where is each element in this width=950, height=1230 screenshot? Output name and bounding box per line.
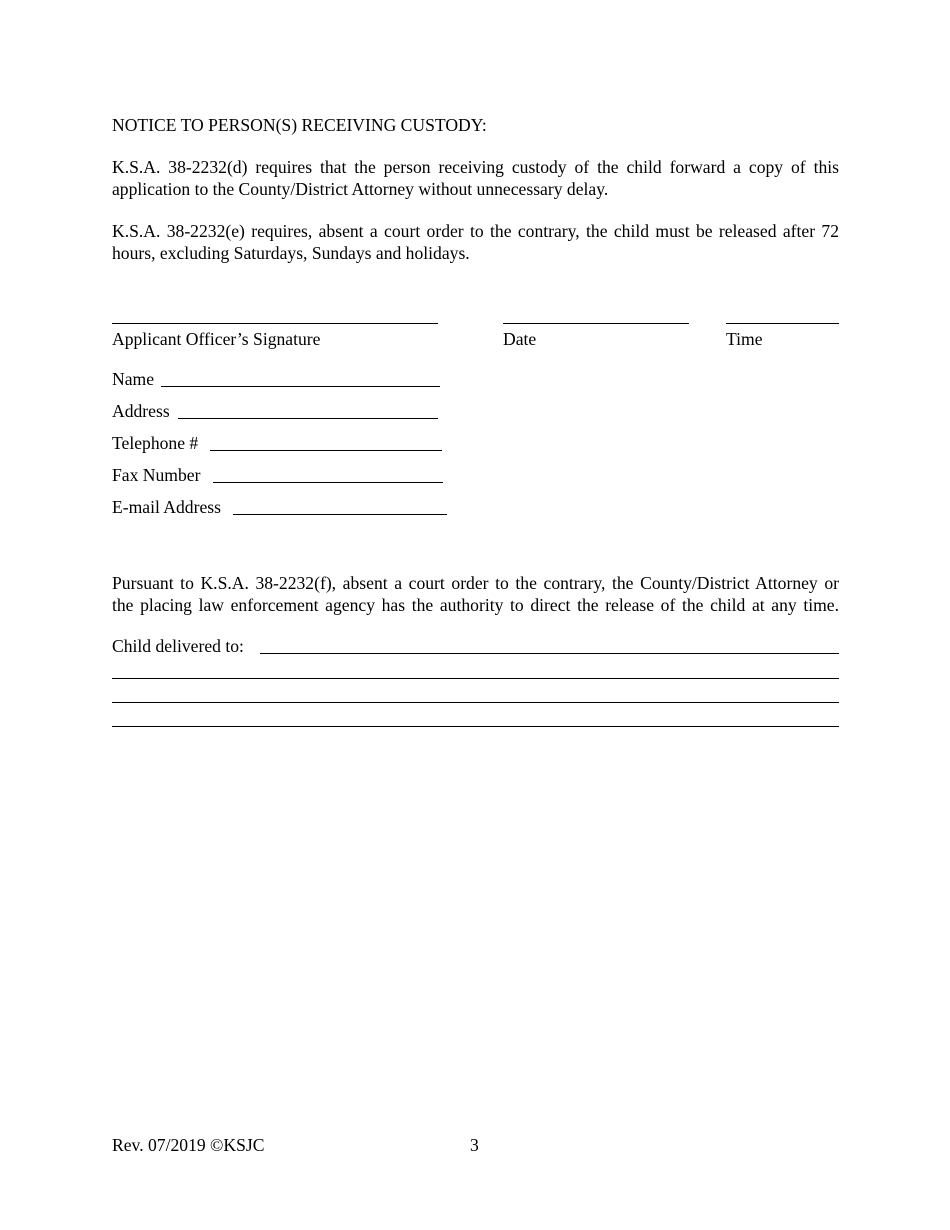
date-line[interactable] [503,323,689,324]
notice-paragraph-release-72-hours [112,220,839,264]
child-delivered-line-4[interactable] [112,726,839,727]
fax-field-line[interactable] [213,482,443,483]
name-label: Name [112,369,155,389]
child-delivered-line-1[interactable] [260,653,839,654]
release-paragraph-line1: Pursuant to K.S.A. 38-2232(f), absent a court order to the contrary, the County/District Attorney or [112,573,839,593]
email-field-line[interactable] [233,514,447,515]
email-field-row [112,496,221,518]
footer-page-number: 3 [470,1135,479,1155]
child-delivered-line-3[interactable] [112,702,839,703]
telephone-field-line[interactable] [210,450,442,451]
signature-line[interactable] [112,323,438,324]
notice-paragraph-forward-copy [112,156,839,200]
notice-paragraph-forward-copy-line1: K.S.A. 38-2232(d) requires that the person receiving custody of the child forward a copy of this [112,157,839,177]
date-label: Date [503,329,537,349]
name-field-row [112,368,154,390]
document-page [112,0,839,1230]
notice-paragraph-release-72-hours-line1: K.S.A. 38-2232(e) requires, absent a court order to the contrary, the child must be released after 72 [112,221,839,241]
fax-label: Fax Number [112,465,201,485]
fax-field-row [112,464,200,486]
notice-paragraph-release-72-hours-line2: hours, excluding Saturdays, Sundays and holidays. [112,243,470,263]
address-field-line[interactable] [178,418,438,419]
child-delivered-row [112,635,244,657]
address-field-row [112,400,170,422]
name-field-line[interactable] [161,386,440,387]
footer-revision: Rev. 07/2019 ©KSJC [112,1135,265,1155]
notice-heading: NOTICE TO PERSON(S) RECEIVING CUSTODY: [112,115,487,135]
email-label: E-mail Address [112,497,221,517]
release-paragraph-line2: the placing law enforcement agency has the authority to direct the release of the child at any time. [112,595,839,615]
time-label: Time [726,329,763,349]
telephone-label: Telephone # [112,433,199,453]
telephone-field-row [112,432,198,454]
address-label: Address [112,401,170,421]
time-line[interactable] [726,323,839,324]
release-paragraph [112,572,839,616]
notice-paragraph-forward-copy-line2: application to the County/District Attorney without unnecessary delay. [112,179,609,199]
signature-label: Applicant Officer’s Signature [112,329,321,349]
child-delivered-line-2[interactable] [112,678,839,679]
child-delivered-label: Child delivered to: [112,636,244,656]
